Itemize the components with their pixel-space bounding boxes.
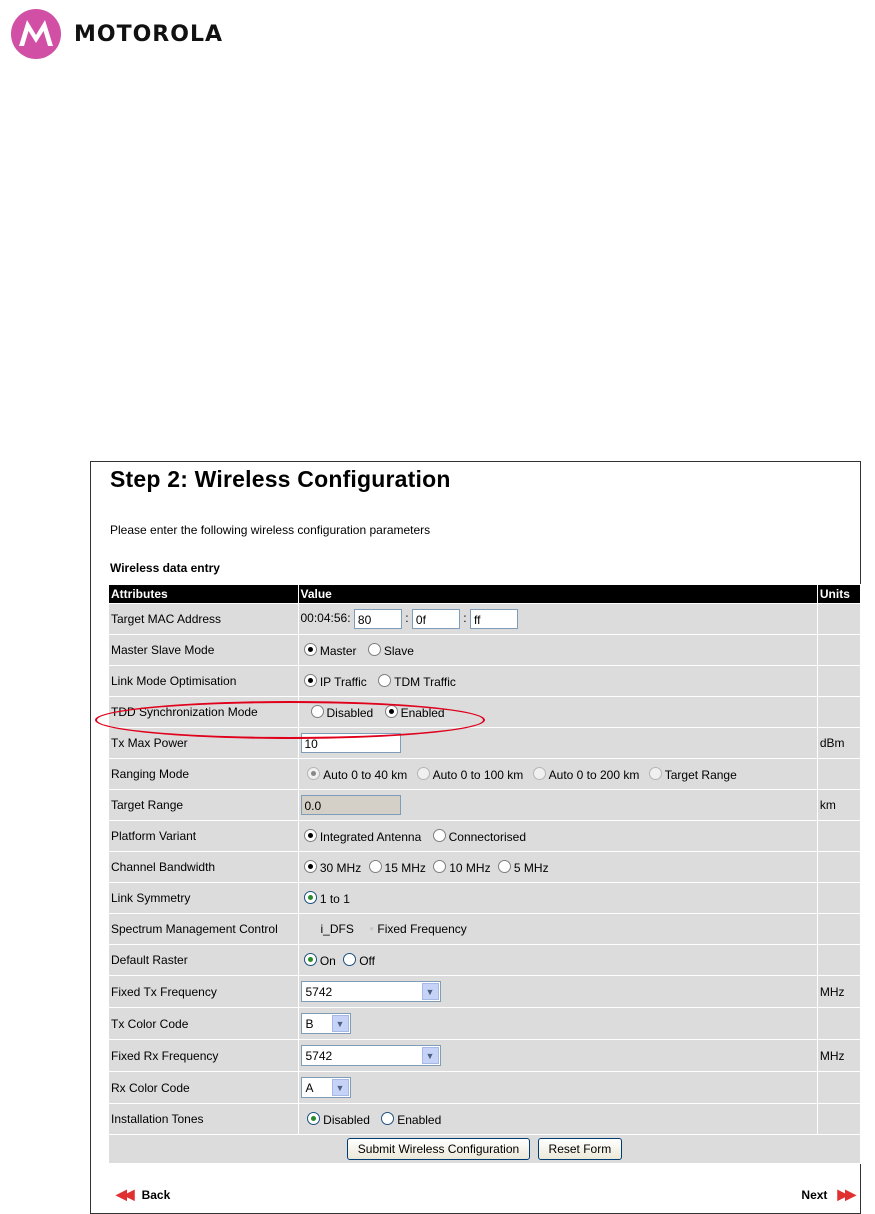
- radio-checked-icon: [304, 891, 317, 904]
- mac-value: [299, 604, 817, 634]
- back-link[interactable]: [116, 1186, 170, 1203]
- option-label: i_DFS: [320, 922, 354, 936]
- tones-enabled-radio[interactable]: [381, 1113, 441, 1127]
- radio-unchecked-icon: [369, 860, 382, 873]
- table-header-row: [109, 585, 860, 603]
- row-label: Link Mode Optimisation: [109, 666, 298, 696]
- double-right-arrow-icon: ▶▶: [837, 1186, 853, 1202]
- row-buttons: [109, 1135, 860, 1163]
- row-label: Default Raster: [109, 945, 298, 975]
- row-platform-variant: [109, 821, 860, 851]
- bw-5mhz-radio[interactable]: [498, 861, 549, 875]
- units-cell: MHz: [818, 1040, 860, 1071]
- fixed-tx-frequency-value: [299, 976, 817, 1007]
- select-value: A: [305, 1080, 314, 1095]
- row-tx-max-power: [109, 728, 860, 758]
- tones-disabled-radio[interactable]: [307, 1113, 370, 1127]
- bw-15mhz-radio[interactable]: [369, 861, 426, 875]
- tdm-traffic-radio[interactable]: [378, 675, 456, 689]
- section-heading: Wireless data entry: [110, 561, 220, 575]
- row-master-slave: [109, 635, 860, 665]
- row-label: Fixed Tx Frequency: [109, 976, 298, 1007]
- spectrum-mgmt-value: [299, 914, 817, 944]
- row-link-mode: [109, 666, 860, 696]
- wireless-config-table: [108, 584, 861, 1164]
- radio-label: 30 MHz: [319, 860, 362, 875]
- page-title: Step 2: Wireless Configuration: [110, 466, 451, 492]
- row-default-raster: [109, 945, 860, 975]
- next-label: Next: [801, 1187, 828, 1202]
- units-cell: [818, 1008, 860, 1039]
- motorola-batwing-icon: [10, 8, 62, 60]
- link-mode-value: [299, 666, 817, 696]
- row-target-mac: [109, 604, 860, 634]
- ranging-40km-radio[interactable]: [307, 768, 407, 782]
- radio-checked-icon: [304, 953, 317, 966]
- units-cell: [818, 821, 860, 851]
- radio-label: Master: [319, 643, 357, 658]
- radio-label: Connectorised: [448, 829, 526, 844]
- tx-max-power-input[interactable]: 10: [301, 733, 401, 753]
- row-label: Installation Tones: [109, 1104, 298, 1134]
- row-label: Master Slave Mode: [109, 635, 298, 665]
- radio-unchecked-icon: [343, 953, 356, 966]
- radio-label: TDM Traffic: [394, 674, 456, 689]
- ranging-200km-radio[interactable]: [533, 768, 640, 782]
- units-cell: [818, 759, 860, 789]
- mac-separator: :: [405, 611, 409, 626]
- wireless-config-panel: [90, 461, 861, 1214]
- units-cell: [818, 635, 860, 665]
- radio-unchecked-icon: [649, 767, 662, 780]
- default-raster-value: [299, 945, 817, 975]
- row-label: Tx Max Power: [109, 728, 298, 758]
- button-cell: [109, 1135, 860, 1163]
- radio-unchecked-icon: [368, 643, 381, 656]
- row-channel-bandwidth: [109, 852, 860, 882]
- radio-label: Auto 0 to 200 km: [548, 767, 640, 782]
- ranging-100km-radio[interactable]: [417, 768, 524, 782]
- radio-unchecked-icon: [381, 1112, 394, 1125]
- fixed-frequency-option[interactable]: [369, 922, 467, 936]
- submit-wireless-config-button[interactable]: Submit Wireless Configuration: [347, 1138, 530, 1160]
- ip-traffic-radio[interactable]: [304, 675, 367, 689]
- radio-checked-icon: [304, 829, 317, 842]
- header-attributes: Attributes: [109, 585, 298, 603]
- fixed-rx-frequency-value: [299, 1040, 817, 1071]
- radio-checked-icon: [304, 860, 317, 873]
- row-ranging-mode: [109, 759, 860, 789]
- fixed-rx-frequency-select[interactable]: [301, 1045, 441, 1066]
- link-symmetry-value: [299, 883, 817, 913]
- slave-radio[interactable]: [368, 644, 414, 658]
- radio-checked-icon: [307, 1112, 320, 1125]
- header-value: Value: [299, 585, 817, 603]
- radio-label: IP Traffic: [319, 674, 367, 689]
- mac-octet-3-input[interactable]: ff: [470, 609, 518, 629]
- idfs-option[interactable]: [321, 922, 354, 936]
- radio-label: Integrated Antenna: [319, 829, 422, 844]
- back-label: Back: [141, 1187, 171, 1202]
- row-link-symmetry: [109, 883, 860, 913]
- radio-label: 15 MHz: [384, 860, 426, 875]
- radio-label: Disabled: [323, 1112, 370, 1127]
- units-cell: [818, 914, 860, 944]
- connectorised-radio[interactable]: [433, 830, 526, 844]
- radio-label: Auto 0 to 100 km: [432, 767, 524, 782]
- bw-10mhz-radio[interactable]: [433, 861, 490, 875]
- radio-label: Enabled: [397, 1112, 442, 1127]
- chevron-down-icon: ▼: [332, 1015, 349, 1032]
- target-range-input[interactable]: 0.0: [301, 795, 401, 815]
- raster-on-radio[interactable]: [304, 954, 336, 968]
- row-label: Target MAC Address: [109, 604, 298, 634]
- tx-color-code-value: [299, 1008, 817, 1039]
- row-installation-tones: [109, 1104, 860, 1134]
- radio-checked-icon: [385, 705, 398, 718]
- radio-label: Off: [359, 953, 375, 968]
- option-label: Fixed Frequency: [377, 922, 467, 936]
- row-tx-color-code: [109, 1008, 860, 1039]
- integrated-antenna-radio[interactable]: [304, 830, 421, 844]
- radio-label: Target Range: [664, 767, 737, 782]
- row-label: Fixed Rx Frequency: [109, 1040, 298, 1071]
- row-label: Link Symmetry: [109, 883, 298, 913]
- row-rx-color-code: [109, 1072, 860, 1103]
- chevron-down-icon: ▼: [422, 1047, 439, 1064]
- motorola-logo: [10, 6, 265, 62]
- channel-bandwidth-value: [299, 852, 817, 882]
- ranging-mode-value: [299, 759, 817, 789]
- units-cell: km: [818, 790, 860, 820]
- radio-label: Disabled: [326, 705, 374, 720]
- radio-checked-icon: [304, 674, 317, 687]
- units-cell: dBm: [818, 728, 860, 758]
- fixed-tx-frequency-select[interactable]: [301, 981, 441, 1002]
- rx-color-code-value: [299, 1072, 817, 1103]
- next-link[interactable]: [801, 1186, 853, 1203]
- radio-checked-icon: [307, 767, 320, 780]
- select-value: B: [305, 1016, 314, 1031]
- bw-30mhz-radio[interactable]: [304, 861, 361, 875]
- radio-unchecked-icon: [378, 674, 391, 687]
- row-label: Spectrum Management Control: [109, 914, 298, 944]
- radio-unchecked-icon: [498, 860, 511, 873]
- radio-unchecked-icon: [311, 705, 324, 718]
- tdd-enabled-radio[interactable]: [385, 706, 445, 720]
- ranging-target-radio[interactable]: [649, 768, 737, 782]
- units-cell: [818, 1104, 860, 1134]
- row-label: Channel Bandwidth: [109, 852, 298, 882]
- radio-unchecked-icon: [533, 767, 546, 780]
- radio-label: 10 MHz: [449, 860, 491, 875]
- installation-tones-value: [299, 1104, 817, 1134]
- row-target-range: [109, 790, 860, 820]
- units-cell: [818, 697, 860, 727]
- radio-unchecked-icon: [433, 860, 446, 873]
- radio-label: Auto 0 to 40 km: [323, 767, 408, 782]
- units-cell: [818, 945, 860, 975]
- units-cell: [818, 666, 860, 696]
- units-cell: [818, 1072, 860, 1103]
- select-value: 5742: [305, 984, 333, 999]
- mac-octet-2-input[interactable]: 0f: [412, 609, 460, 629]
- radio-unchecked-icon: [417, 767, 430, 780]
- master-radio[interactable]: [304, 644, 357, 658]
- header-units: Units: [818, 585, 860, 603]
- units-cell: [818, 852, 860, 882]
- units-cell: [818, 883, 860, 913]
- units-cell: MHz: [818, 976, 860, 1007]
- radio-label: 1 to 1: [319, 891, 350, 906]
- row-label: Platform Variant: [109, 821, 298, 851]
- radio-label: 5 MHz: [513, 860, 549, 875]
- disabled-radio-dot-icon: ●: [369, 924, 375, 933]
- symmetry-1to1-radio[interactable]: [304, 892, 350, 906]
- target-range-value: [299, 790, 817, 820]
- mac-separator: :: [463, 611, 467, 626]
- reset-form-button[interactable]: Reset Form: [538, 1138, 623, 1160]
- radio-label: Enabled: [400, 705, 445, 720]
- brand-name: MOTOROLA: [74, 21, 223, 47]
- radio-label: Slave: [383, 643, 414, 658]
- row-fixed-rx-frequency: [109, 1040, 860, 1071]
- platform-variant-value: [299, 821, 817, 851]
- master-slave-value: [299, 635, 817, 665]
- mac-octet-1-input[interactable]: 80: [354, 609, 402, 629]
- mac-prefix: 00:04:56:: [300, 611, 351, 626]
- row-tdd-sync: [109, 697, 860, 727]
- tx-max-power-value: [299, 728, 817, 758]
- radio-unchecked-icon: [433, 829, 446, 842]
- rx-color-code-select[interactable]: [301, 1077, 351, 1098]
- row-label: Rx Color Code: [109, 1072, 298, 1103]
- units-cell: [818, 604, 860, 634]
- raster-off-radio[interactable]: [343, 954, 375, 968]
- row-label: Target Range: [109, 790, 298, 820]
- radio-checked-icon: [304, 643, 317, 656]
- tdd-disabled-radio[interactable]: [311, 706, 374, 720]
- row-label: TDD Synchronization Mode: [109, 697, 298, 727]
- row-label: Ranging Mode: [109, 759, 298, 789]
- intro-text: Please enter the following wireless configuration parameters: [110, 523, 431, 537]
- chevron-down-icon: ▼: [332, 1079, 349, 1096]
- row-spectrum-mgmt: [109, 914, 860, 944]
- tdd-sync-value: [299, 697, 817, 727]
- tx-color-code-select[interactable]: [301, 1013, 351, 1034]
- row-fixed-tx-frequency: [109, 976, 860, 1007]
- select-value: 5742: [305, 1048, 333, 1063]
- double-left-arrow-icon: ◀◀: [116, 1186, 132, 1202]
- radio-label: On: [319, 953, 336, 968]
- row-label: Tx Color Code: [109, 1008, 298, 1039]
- chevron-down-icon: ▼: [422, 983, 439, 1000]
